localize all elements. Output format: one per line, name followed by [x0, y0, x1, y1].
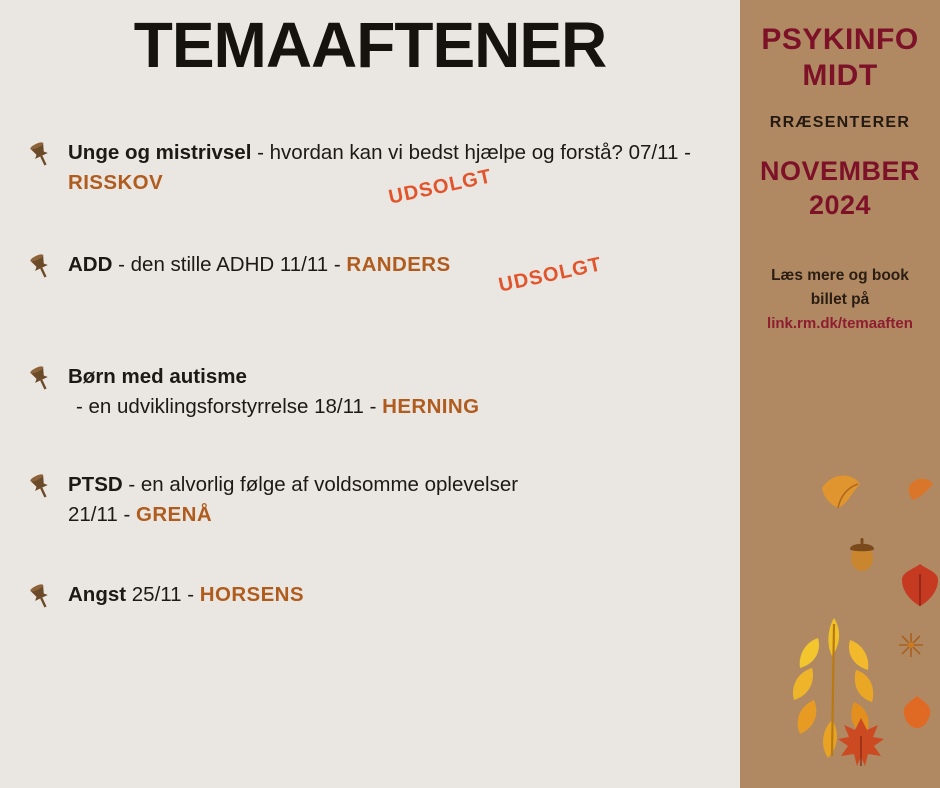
- spiky-leaf-icon: [898, 632, 924, 658]
- event-text: [68, 250, 740, 280]
- event-city: RANDERS: [346, 253, 451, 276]
- event-text: [68, 470, 740, 500]
- sidebar-panel: [740, 0, 940, 788]
- booking-line-1: Læs mere og book: [771, 267, 909, 284]
- pushpin-icon: [26, 364, 56, 394]
- page-title: TEMAAFTENER: [133, 9, 607, 81]
- leaf-icon: [818, 470, 864, 512]
- acorn-icon: [846, 536, 878, 572]
- booking-url-link[interactable]: link.rm.dk/temaaften: [767, 315, 913, 332]
- event-list: [0, 138, 740, 680]
- status-badge: UDSOLGT: [386, 165, 494, 209]
- list-item: [0, 580, 740, 640]
- booking-block: [740, 264, 940, 336]
- list-item: [0, 138, 740, 209]
- event-description: - hvordan kan vi bedst hjælpe og forstå? 07/11 -: [251, 141, 691, 164]
- event-title: Angst: [68, 583, 127, 606]
- event-city: HORSENS: [199, 583, 304, 606]
- event-text-secondary: [68, 392, 479, 422]
- list-item: [0, 250, 740, 310]
- booking-line-2: billet på: [810, 291, 870, 308]
- month-name: NOVEMBER: [759, 156, 920, 186]
- maple-leaf-icon: [836, 716, 886, 768]
- status-badge: UDSOLGT: [496, 253, 604, 297]
- list-item: [0, 362, 740, 422]
- month-year: 2024: [808, 190, 872, 220]
- event-description: 25/11 -: [126, 583, 200, 606]
- brand-line-2: MIDT: [802, 59, 878, 92]
- leaf-icon: [898, 562, 940, 608]
- event-description: - den stille ADHD 11/11 -: [112, 253, 347, 276]
- event-title: Unge og mistrivsel: [68, 141, 252, 164]
- event-description: - en udviklingsforstyrrelse 18/11 -: [76, 395, 383, 418]
- event-city: RISSKOV: [68, 171, 164, 194]
- leaf-icon: [900, 694, 934, 730]
- event-title: ADD: [68, 253, 113, 276]
- event-description: - en alvorlig følge af voldsomme oplevelser: [122, 473, 519, 496]
- pushpin-icon: [26, 252, 56, 282]
- presents-label: RRÆSENTERER: [769, 114, 911, 131]
- event-title: Børn med autisme: [68, 365, 247, 388]
- event-text: [68, 362, 740, 392]
- pushpin-icon: [26, 140, 56, 170]
- event-city: HERNING: [382, 395, 480, 418]
- event-text-secondary: [68, 500, 740, 530]
- pushpin-icon: [26, 582, 56, 612]
- brand-title: [740, 22, 940, 94]
- event-city: GRENÅ: [136, 503, 213, 526]
- list-item: [0, 470, 740, 530]
- month-block: [740, 154, 940, 222]
- leaf-icon: [906, 474, 936, 504]
- brand-line-1: PSYKINFO: [761, 23, 919, 56]
- pushpin-icon: [26, 472, 56, 502]
- event-text: [68, 580, 740, 610]
- event-title: PTSD: [68, 473, 123, 496]
- event-date: 21/11 -: [68, 503, 136, 526]
